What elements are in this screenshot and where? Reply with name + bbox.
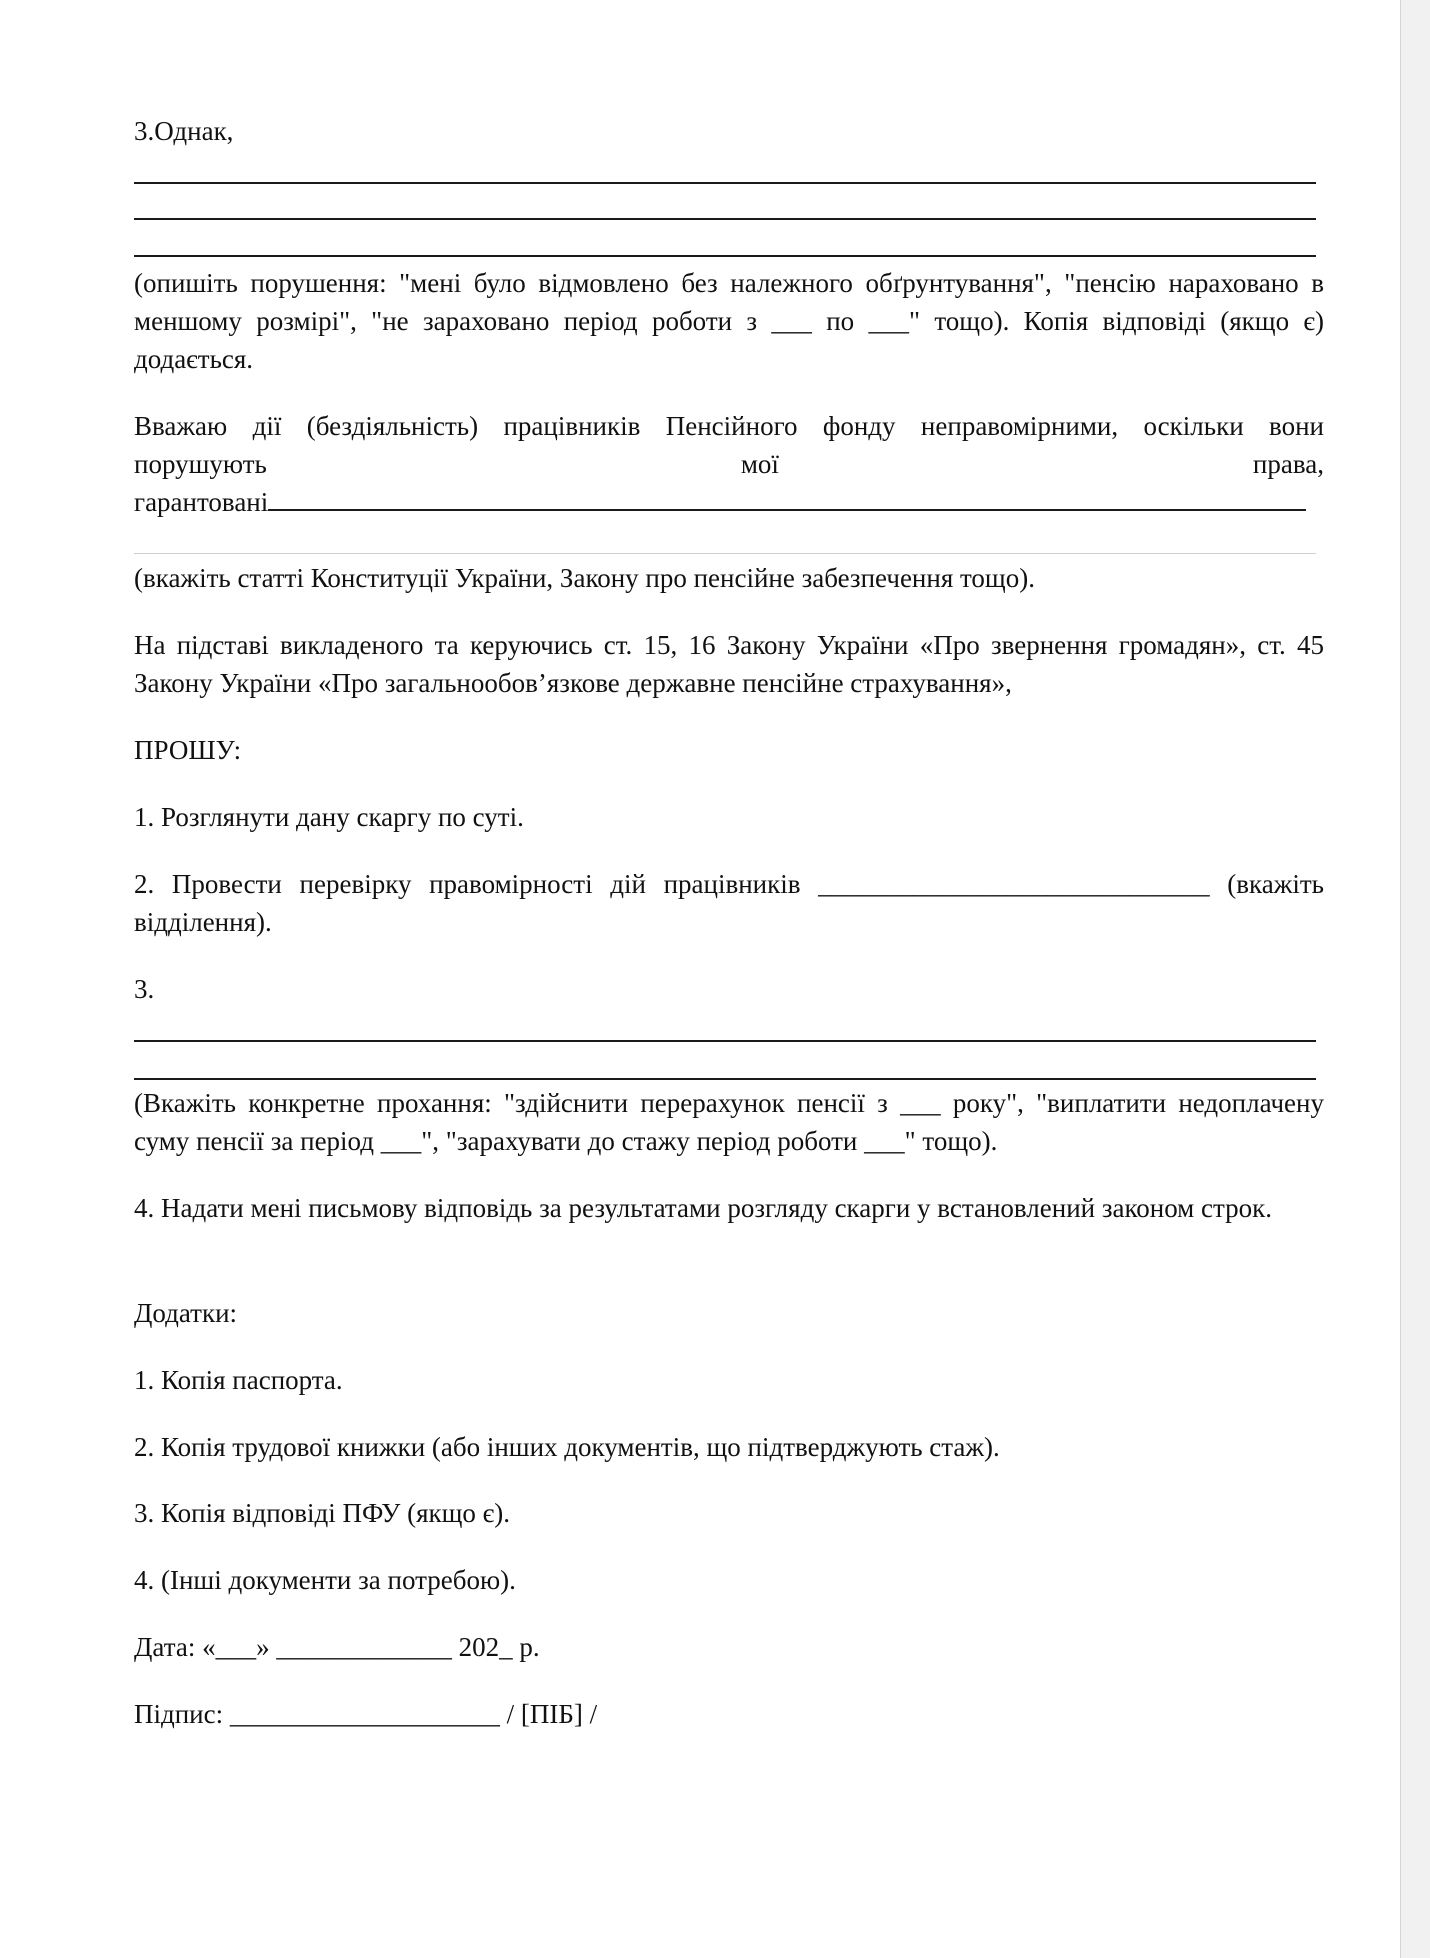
request-3-blank-line-2[interactable] [134,1078,1316,1080]
date-line[interactable]: Дата: «___» _____________ 202_ р. [134,1632,540,1662]
section-3-heading: 3.Однак, [134,116,234,146]
attachment-1: 1. Копія паспорта. [134,1365,343,1395]
guaranteed-word: гарантовані [134,487,269,517]
faint-divider [134,553,1316,554]
articles-hint: (вкажіть статті Конституції України, Закону про пенсійне забезпечення тощо). [134,563,1035,593]
request-item-2-line-1 [134,865,1324,941]
request-item-2 [134,865,1324,941]
consider-line-2: порушують мої права, [134,449,1324,479]
request-3-hint: (Вкажіть конкретне прохання: "здійснити перерахунок пенсії з ___ року", "виплатити недоплачену суму пенсії за період ___", "зарахувати до стажу період роботи ___" тощо). [134,1088,1324,1156]
attachment-3: 3. Копія відповіді ПФУ (якщо є). [134,1498,510,1528]
consider-line-3 [134,483,1324,521]
violation-hint: (опишіть порушення: "мені було відмовлено без належного обґрунтування", "пенсію нараховано в меншому розмірі", "не зараховано період роботи з ___ по ___" тощо). Копія відповіді (якщо є) додається. [134,268,1324,374]
request-item-2-text: 2. Провести перевірку правомірності дій працівників [134,869,801,899]
attachments-heading: Додатки: [134,1298,238,1328]
request-3-blank-line-1[interactable] [134,1040,1316,1042]
signature-line[interactable]: Підпис: ____________________ / [ПІБ] / [134,1699,598,1729]
department-blank[interactable]: _____________________________ [818,869,1210,899]
request-item-3-number: 3. [134,974,155,1004]
request-item-4: 4. Надати мені письмову відповідь за результатами розгляду скарги у встановлений законом строк. [134,1193,1272,1223]
blank-line-3[interactable] [134,255,1316,257]
consider-line-1: Вважаю дії (бездіяльність) працівників Пенсійного фонду неправомірними, оскільки вони [134,411,1324,441]
guaranteed-blank[interactable] [268,508,1306,511]
attachment-2: 2. Копія трудової книжки (або інших документів, що підтверджують стаж). [134,1432,1000,1462]
attachment-4: 4. (Інші документи за потребою). [134,1565,516,1595]
blank-line-2[interactable] [134,218,1316,220]
consider-paragraph [134,407,1324,521]
blank-line-1[interactable] [134,182,1316,184]
request-item-2-hint: (вкажіть відділення). [134,869,1324,937]
request-heading: ПРОШУ: [134,735,242,765]
basis-paragraph: На підставі викладеного та керуючись ст. 15, 16 Закону України «Про звернення громадян», ст. 45 Закону України «Про загальнообов’язкове державне пенсійне страхування», [134,630,1324,698]
request-item-1: 1. Розглянути дану скаргу по суті. [134,802,524,832]
